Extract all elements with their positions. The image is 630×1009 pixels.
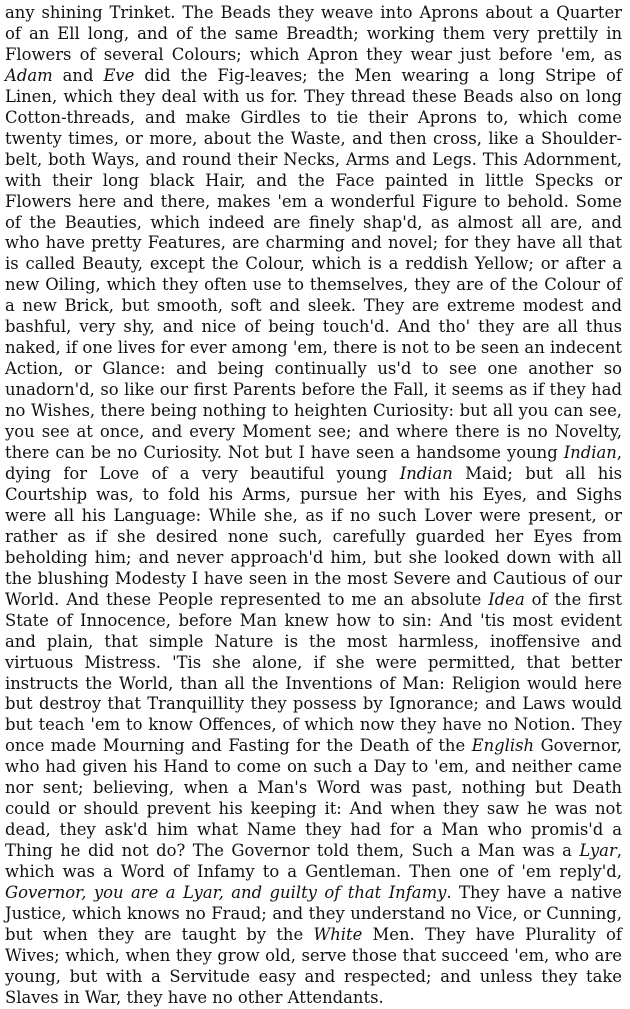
body-paragraph [5,3,622,1009]
italic-text: Idea [488,589,525,609]
text-run: any shining Trinket. The Beads they weave into Aprons about a Quarter of an Ell long, and of the same Breadth; working them very prettily in Flowers of several Colours; which Apron they wear just before 'em, as [5,3,622,64]
text-run: Maid; but all his Courtship was, to fold his Arms, pursue her with his Eyes, and Sighs were all his Language: While she, as if no such Lover were present, or rather as if she desired none such, carefully guarded her Eyes from beholding him; and never approach'd him, but she looked down with all the blushing Modesty I have seen in the most Severe and Cautious of our World. And these People represented to me an absolute [5,463,622,609]
italic-text: Governor, you are a Lyar, and guilty of that Infamy [5,883,447,903]
text-run: Men. They have Plurality of Wives; which, when they grow old, serve those that succeed 'em, who are young, but with a Servitude easy and respected; and unless they take Slaves in War, they have no other Attendants. [5,924,622,1007]
italic-text: Indian [399,463,453,483]
text-run: , which was a Word of Infamy to a Gentleman. Then one of 'em reply'd, [5,841,622,882]
document-page [5,3,622,1009]
italic-text: Lyar [579,841,617,861]
italic-text: White [313,924,363,944]
italic-text: Eve [103,65,135,85]
text-run: and [52,65,104,85]
italic-text: Indian [563,443,617,463]
text-run: Governor, who had given his Hand to come on such a Day to 'em, and neither came nor sent; believing, when a Man's Word was past, nothing but Death could or should prevent his keeping it: And when they saw he was not dead, they ask'd him what Name they had for a Man who promis'd a Thing he did not do? The Governor told them, Such a Man was a [5,736,622,861]
italic-text: English [471,736,535,756]
text-run: of the first State of Innocence, before Man knew how to sin: And 'tis most evident and plain, that simple Nature is the most harmless, inoffensive and virtuous Mistress. 'Tis she alone, if she were permitted, that better instructs the World, than all the Inventions of Man: Religion would here but destroy that Tranquillity they possess by Ignorance; and Laws would but teach 'em to know Offences, of which now they have no Notion. They once made Mourning and Fasting for the Death of the [5,589,622,756]
text-run: , dying for Love of a very beautiful young [5,443,622,483]
text-run: did the Fig-leaves; the Men wearing a long Stripe of Linen, which they deal with us for. They thread these Beads also on long Cotton-threads, and make Girdles to tie their Aprons to, which come twenty times, or more, about the Waste, and then cross, like a Shoulder-belt, both Ways, and round their Necks, Arms and Legs. This Adornment, with their long black Hair, and the Face painted in little Specks or Flowers here and there, makes 'em a wonderful Figure to behold. Some of the Beauties, which indeed are finely shap'd, as almost all are, and who have pretty Features, are charming and novel; for they have all that is called Beauty, except the Colour, which is a reddish Yellow; or after a new Oiling, which they often use to themselves, they are of the Colour of a new Brick, but smooth, soft and sleek. They are extreme modest and bashful, very shy, and nice of being touch'd. And tho' they are all thus naked, if one lives for ever among 'em, there is not to be seen an indecent Action, or Glance: and being continually us'd to see one another so unadorn'd, so like our first Parents before the Fall, it seems as if they had no Wishes, there being nothing to heighten Curiosity: but all you can see, you see at once, and every Moment see; and where there is no Novelty, there can be no Curiosity. Not but I have seen a handsome young [5,65,622,463]
italic-text: Adam [5,65,53,85]
text-run: . They have a native Justice, which knows no Fraud; and they understand no Vice, or Cunning, but when they are taught by the [5,883,622,944]
